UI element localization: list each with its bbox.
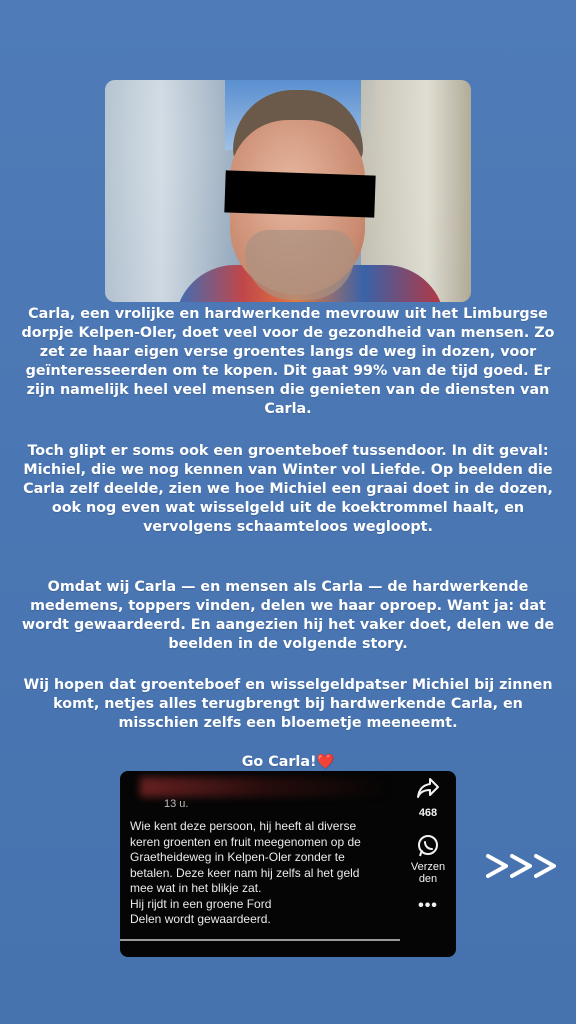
whatsapp-share-button[interactable] <box>408 834 448 885</box>
story-paragraph-3: Omdat wij Carla — en mensen als Carla — de hardwerkende medemens, toppers vinden, delen we haar oproep. Want ja: dat wordt gewaardeerd. En aangezien hij het vaker doet, delen we de beelden in de volgende story. <box>21 579 555 652</box>
story-paragraph-1: Carla, een vrolijke en hardwerkende mevrouw uit het Limburgse dorpje Kelpen-Oler, doet veel voor de gezondheid van mensen. Zo zet ze haar eigen verse groentes langs de weg in dozen, voor geïnteresseerden om te kopen. Dit gaat 99% van de tijd goed. Er zijn namelijk heel veel mensen die genieten van de diensten van Carla. <box>21 306 555 417</box>
post-text-line: keren groenten en fruit meegenomen op de <box>130 834 361 849</box>
story-paragraph-4: Wij hopen dat groenteboef en wisselgeldpatser Michiel bij zinnen komt, netjes alles terugbrengt bij hardwerkende Carla, en misschien zelfs een bloemetje meeneemt. <box>23 677 553 731</box>
video-progress-bar[interactable] <box>120 939 400 941</box>
post-time: 13 u. <box>164 798 189 810</box>
censor-bar <box>224 170 375 217</box>
embedded-post-screenshot <box>120 771 456 957</box>
post-text-line: betalen. Deze keer nam hij zelfs al het geld <box>130 865 360 880</box>
post-text-line: mee wat in het blikje zat. <box>130 881 262 895</box>
whatsapp-icon <box>416 834 440 858</box>
post-text-line: Delen wordt gewaardeerd. <box>130 912 271 926</box>
next-arrows-icon[interactable] <box>484 850 562 882</box>
heart-icon: ❤️ <box>316 754 335 770</box>
post-text <box>130 819 415 928</box>
whatsapp-label-line-2: den <box>418 873 438 885</box>
share-button[interactable] <box>408 777 448 819</box>
story-paragraph-2: Toch glipt er soms ook een groenteboef tussendoor. In dit geval: Michiel, die we nog kennen van Winter vol Liefde. Op beelden die Carla zelf deelde, zien we hoe Michiel een graai doet in de dozen, ook nog even wat wisselgeld uit de koektrommel haalt, en vervolgens schaamteloos wegloopt. <box>23 443 553 535</box>
post-text-line: Wie kent deze persoon, hij heeft al diverse <box>130 819 357 833</box>
whatsapp-label-line-1: Verzen <box>410 861 446 873</box>
closing-text: Go Carla! <box>241 754 317 770</box>
post-text-line: Graetheideweg in Kelpen-Oler zonder te <box>130 850 345 864</box>
share-arrow-icon <box>416 777 440 799</box>
story-closing <box>20 753 556 772</box>
more-dots-icon[interactable]: ••• <box>418 897 438 914</box>
censored-portrait-photo <box>105 80 471 302</box>
blurred-author-name <box>140 777 390 797</box>
post-text-line: Hij rijdt in een groene Ford <box>130 896 272 911</box>
share-count: 468 <box>418 807 438 819</box>
